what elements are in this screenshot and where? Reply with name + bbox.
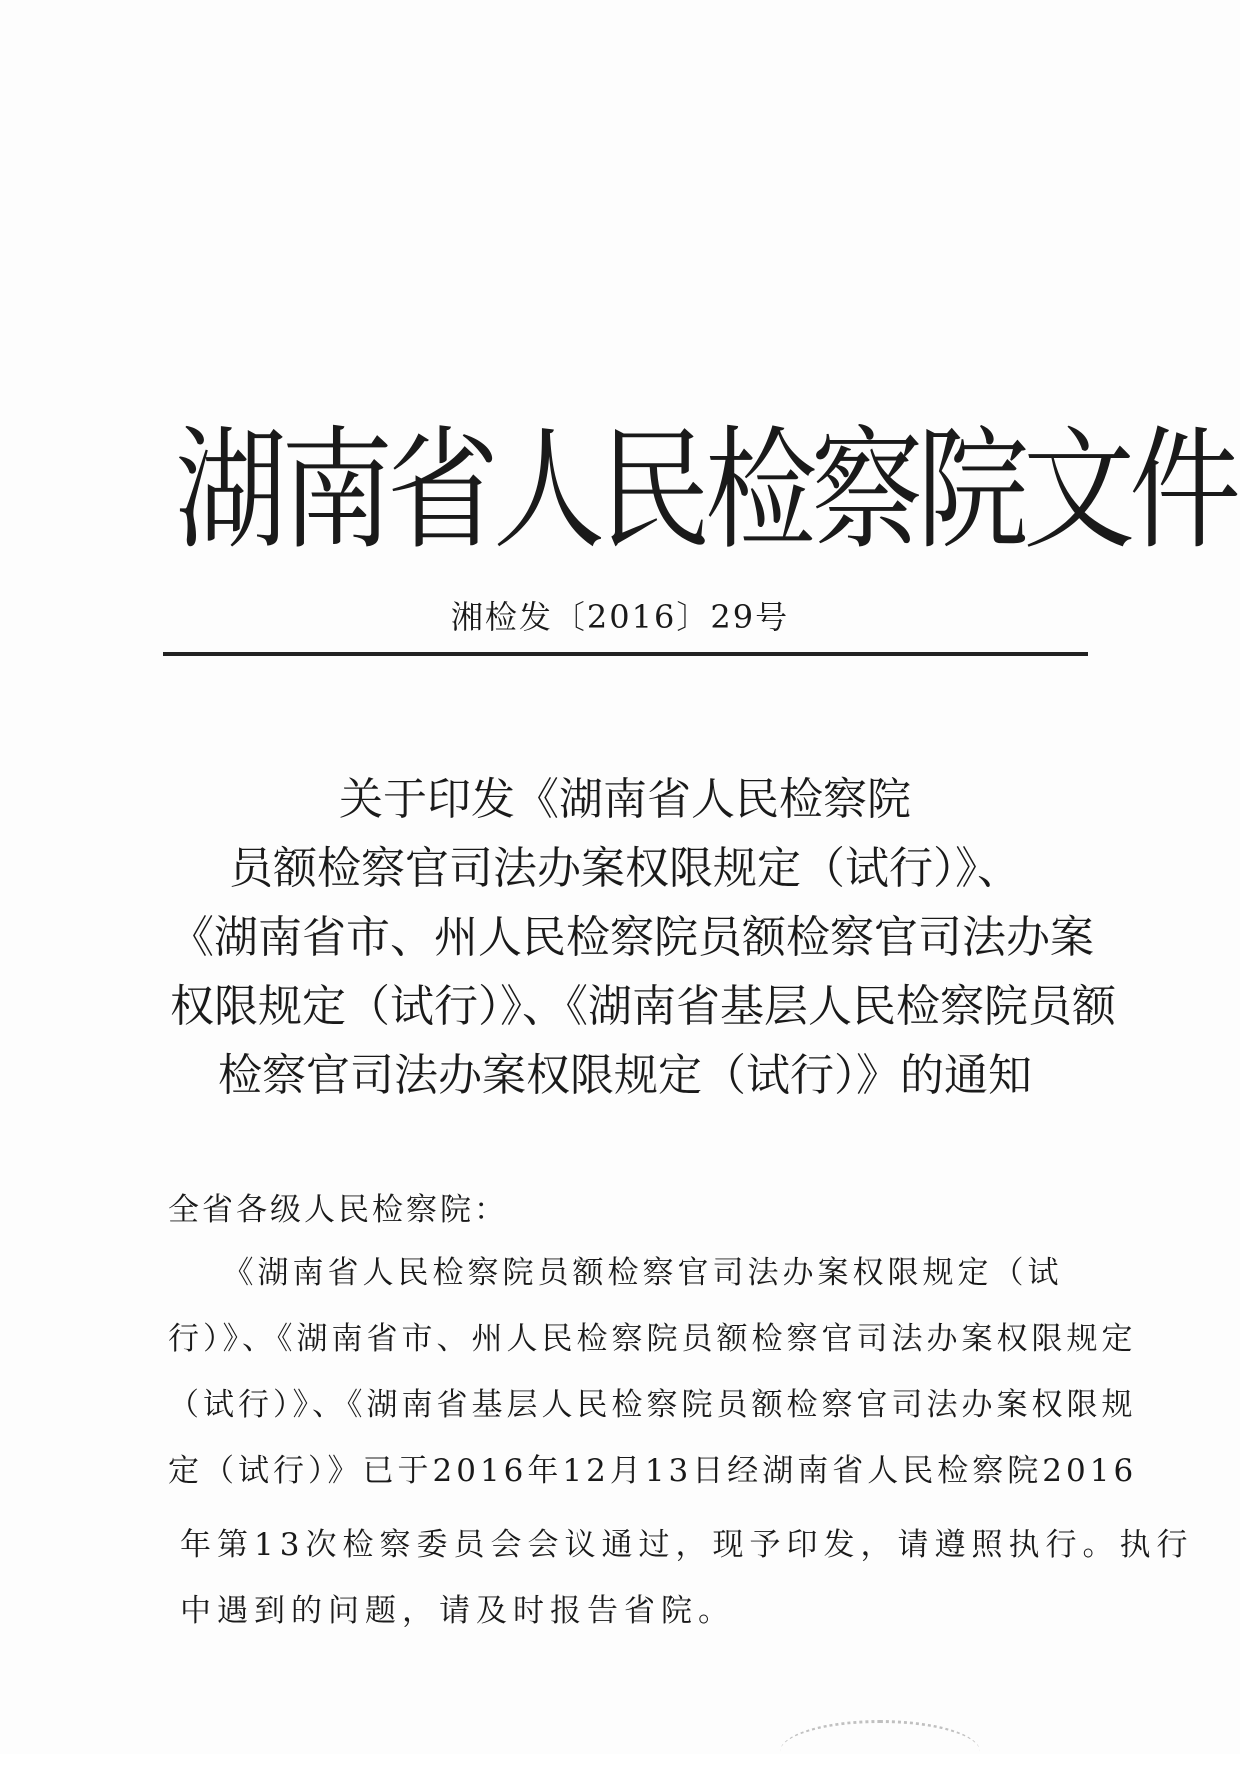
- notice-title-line: 检察官司法办案权限规定（试行）》的通知: [218, 1050, 1032, 1101]
- header-divider: [163, 652, 1088, 656]
- body-line: 行）》、《湖南省市、州人民检察院员额检察官司法办案权限规定: [168, 1321, 1137, 1357]
- body-paragraph-continued: [180, 1512, 1194, 1644]
- notice-title: [170, 765, 1116, 1110]
- notice-title-line: 员额检察官司法办案权限规定（试行）》、: [229, 843, 1021, 894]
- body-line: 中遇到的问题，请及时报告省院。: [180, 1593, 735, 1629]
- document-header-title: 湖南省人民检察院文件: [175, 414, 1235, 568]
- body-paragraph: [168, 1240, 1138, 1504]
- body-line: 年第13次检察委员会会议通过，现予印发，请遵照执行。执行: [180, 1527, 1194, 1563]
- body-line: 定（试行）》已于2016年12月13日经湖南省人民检察院2016: [168, 1453, 1138, 1489]
- notice-title-line: 《湖南省市、州人民检察院员额检察官司法办案: [170, 912, 1094, 963]
- official-seal-edge: [780, 1720, 980, 1783]
- document-number: 湘检发〔2016〕29号: [450, 598, 790, 636]
- salutation: 全省各级人民检察院：: [168, 1192, 508, 1228]
- body-line: （试行）》、《湖南省基层人民检察院员额检察官司法办案权限规: [168, 1387, 1137, 1423]
- notice-title-line: 权限规定（试行）》、《湖南省基层人民检察院员额: [170, 981, 1116, 1032]
- body-line: 《湖南省人民检察院员额检察官司法办案权限规定（试: [168, 1255, 1063, 1291]
- notice-title-line: 关于印发《湖南省人民检察院: [339, 774, 911, 825]
